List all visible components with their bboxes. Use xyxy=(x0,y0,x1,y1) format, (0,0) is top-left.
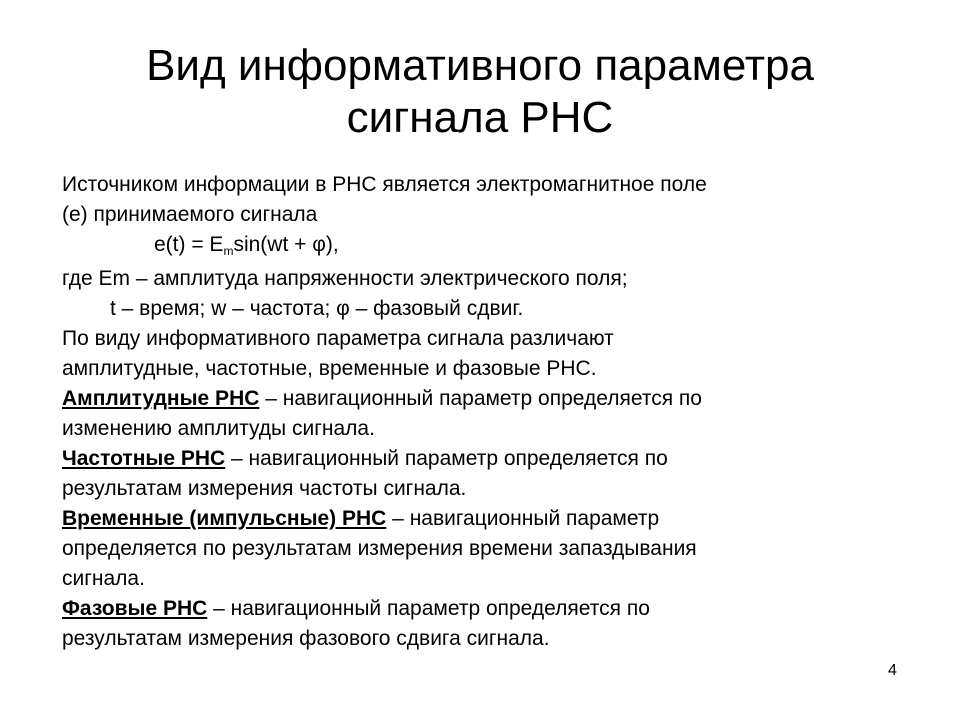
classification-line-2: амплитудные, частотные, временные и фазовые РНС. xyxy=(62,357,597,380)
definitions-line-1: где Em – амплитуда напряженности электрического поля; xyxy=(62,267,628,290)
page-number: 4 xyxy=(888,662,897,679)
rns-type-phase-line-1 xyxy=(62,594,892,624)
rns-type-time-line-3: сигнала. xyxy=(62,567,145,590)
rns-type-frequency-line-1 xyxy=(62,444,892,474)
rns-type-frequency-line-2: результатам измерения частоты сигнала. xyxy=(62,477,467,500)
slide-title xyxy=(60,40,900,144)
slide-body xyxy=(62,170,892,654)
rns-type-time xyxy=(62,504,892,594)
formula-subscript: m xyxy=(223,244,234,258)
intro-line-1: Источником информации в РНС является электромагнитное поле xyxy=(62,173,707,196)
formula-suffix: sin(wt + φ), xyxy=(233,233,339,256)
slide-title-line-1: Вид информативного параметра xyxy=(146,41,814,90)
rns-type-phase-term: Фазовые РНС xyxy=(62,597,208,620)
classification-line-1: По виду информативного параметра сигнала различают xyxy=(62,327,614,350)
signal-formula xyxy=(62,230,892,260)
rns-type-phase-desc: – навигационный параметр определяется по xyxy=(207,597,650,620)
rns-type-amplitude xyxy=(62,384,892,444)
rns-type-time-line-2: определяется по результатам измерения времени запаздывания xyxy=(62,537,697,560)
rns-type-amplitude-line-2: изменению амплитуды сигнала. xyxy=(62,417,375,440)
rns-type-amplitude-desc: – навигационный параметр определяется по xyxy=(259,387,702,410)
rns-type-frequency-desc: – навигационный параметр определяется по xyxy=(225,447,668,470)
formula-prefix: e(t) = E xyxy=(154,233,224,256)
rns-type-time-line-1 xyxy=(62,504,892,534)
rns-type-amplitude-line-1 xyxy=(62,384,892,414)
rns-type-time-desc: – навигационный параметр xyxy=(386,507,660,530)
rns-type-frequency xyxy=(62,444,892,504)
rns-type-phase xyxy=(62,594,892,654)
rns-type-amplitude-term: Амплитудные РНС xyxy=(62,387,260,410)
definitions-line-2: t – время; w – частота; φ – фазовый сдвиг. xyxy=(110,297,524,320)
rns-type-time-term: Временные (импульсные) РНС xyxy=(62,507,387,530)
rns-type-frequency-term: Частотные РНС xyxy=(62,447,226,470)
intro-line-2: (e) принимаемого сигнала xyxy=(62,203,318,226)
slide-title-line-2: сигнала РНС xyxy=(346,93,614,142)
rns-type-phase-line-2: результатам измерения фазового сдвига сигнала. xyxy=(62,627,550,650)
